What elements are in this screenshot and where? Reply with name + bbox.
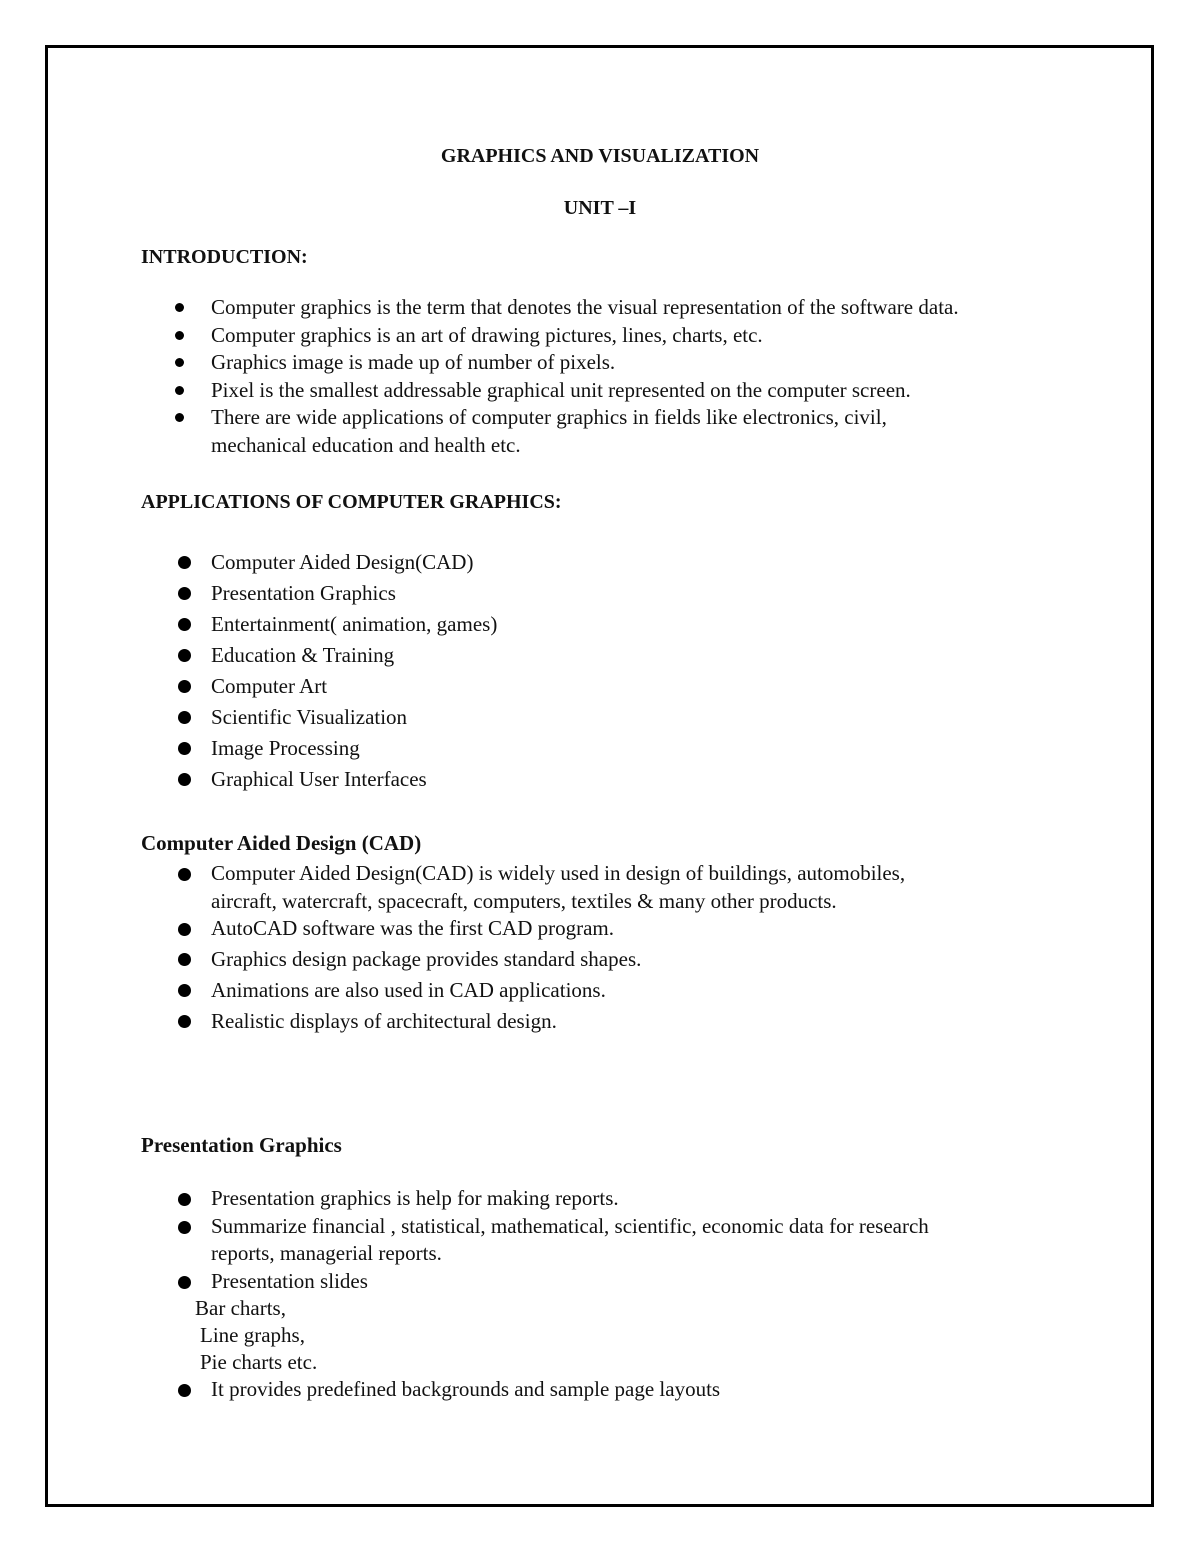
list-item: Presentation graphics is help for making reports. [0,1185,929,1213]
list-item: Image Processing [0,733,497,764]
cad-list [0,860,905,943]
bullet-icon [178,868,191,881]
applications-list [0,547,497,795]
list-item: Scientific Visualization [0,702,497,733]
sub-item-line-graphs: Line graphs, [200,1323,305,1347]
bullet-icon [178,1276,191,1289]
cad-list-continued [0,944,641,1037]
bullet-icon [175,303,184,312]
bullet-icon [178,773,191,786]
list-item-continuation: reports, managerial reports. [211,1241,442,1265]
list-item: Summarize financial , statistical, mathematical, scientific, economic data for research [0,1213,929,1241]
bullet-icon [178,742,191,755]
bullet-icon [178,1015,191,1028]
sub-item-bar-charts: Bar charts, [195,1296,286,1320]
introduction-heading: INTRODUCTION: [141,246,308,268]
bullet-icon [178,618,191,631]
list-item: Computer graphics is the term that denotes the visual representation of the software data. [0,294,959,322]
presentation-heading: Presentation Graphics [141,1133,342,1157]
document-title: GRAPHICS AND VISUALIZATION [440,145,760,167]
introduction-list [0,294,959,459]
bullet-icon [175,331,184,340]
list-item: It provides predefined backgrounds and sample page layouts [0,1376,720,1404]
sub-item-pie-charts: Pie charts etc. [200,1350,318,1374]
list-item: Entertainment( animation, games) [0,609,497,640]
list-item: Computer Aided Design(CAD) is widely used in design of buildings, automobiles, [0,860,905,888]
list-item: Education & Training [0,640,497,671]
list-item: AutoCAD software was the first CAD program. [0,915,905,943]
bullet-icon [175,386,184,395]
list-item: Computer Art [0,671,497,702]
presentation-list [0,1185,929,1295]
unit-label: UNIT –I [563,197,637,219]
bullet-icon [178,953,191,966]
list-item: Computer Aided Design(CAD) [0,547,497,578]
bullet-icon [178,680,191,693]
bullet-icon [178,1193,191,1206]
list-item: Animations are also used in CAD applications. [0,975,641,1006]
list-item: Graphics design package provides standard shapes. [0,944,641,975]
list-item: Computer graphics is an art of drawing pictures, lines, charts, etc. [0,322,959,350]
list-item: Graphics image is made up of number of pixels. [0,349,959,377]
bullet-icon [178,649,191,662]
bullet-icon [178,556,191,569]
cad-heading: Computer Aided Design (CAD) [141,831,422,855]
bullet-icon [175,358,184,367]
list-item: There are wide applications of computer graphics in fields like electronics, civil, [0,404,959,432]
list-item: Presentation Graphics [0,578,497,609]
bullet-icon [178,1384,191,1397]
list-item-continuation: aircraft, watercraft, spacecraft, computers, textiles & many other products. [211,888,837,913]
bullet-icon [178,711,191,724]
applications-heading: APPLICATIONS OF COMPUTER GRAPHICS: [141,491,562,513]
bullet-icon [178,984,191,997]
presentation-list-continued [0,1376,720,1404]
list-item: Graphical User Interfaces [0,764,497,795]
bullet-icon [178,923,191,936]
list-item: Presentation slides [0,1268,929,1296]
list-item-continuation: mechanical education and health etc. [211,432,521,457]
bullet-icon [175,413,184,422]
bullet-icon [178,587,191,600]
list-item: Pixel is the smallest addressable graphical unit represented on the computer screen. [0,377,959,405]
list-item: Realistic displays of architectural design. [0,1006,641,1037]
bullet-icon [178,1221,191,1234]
